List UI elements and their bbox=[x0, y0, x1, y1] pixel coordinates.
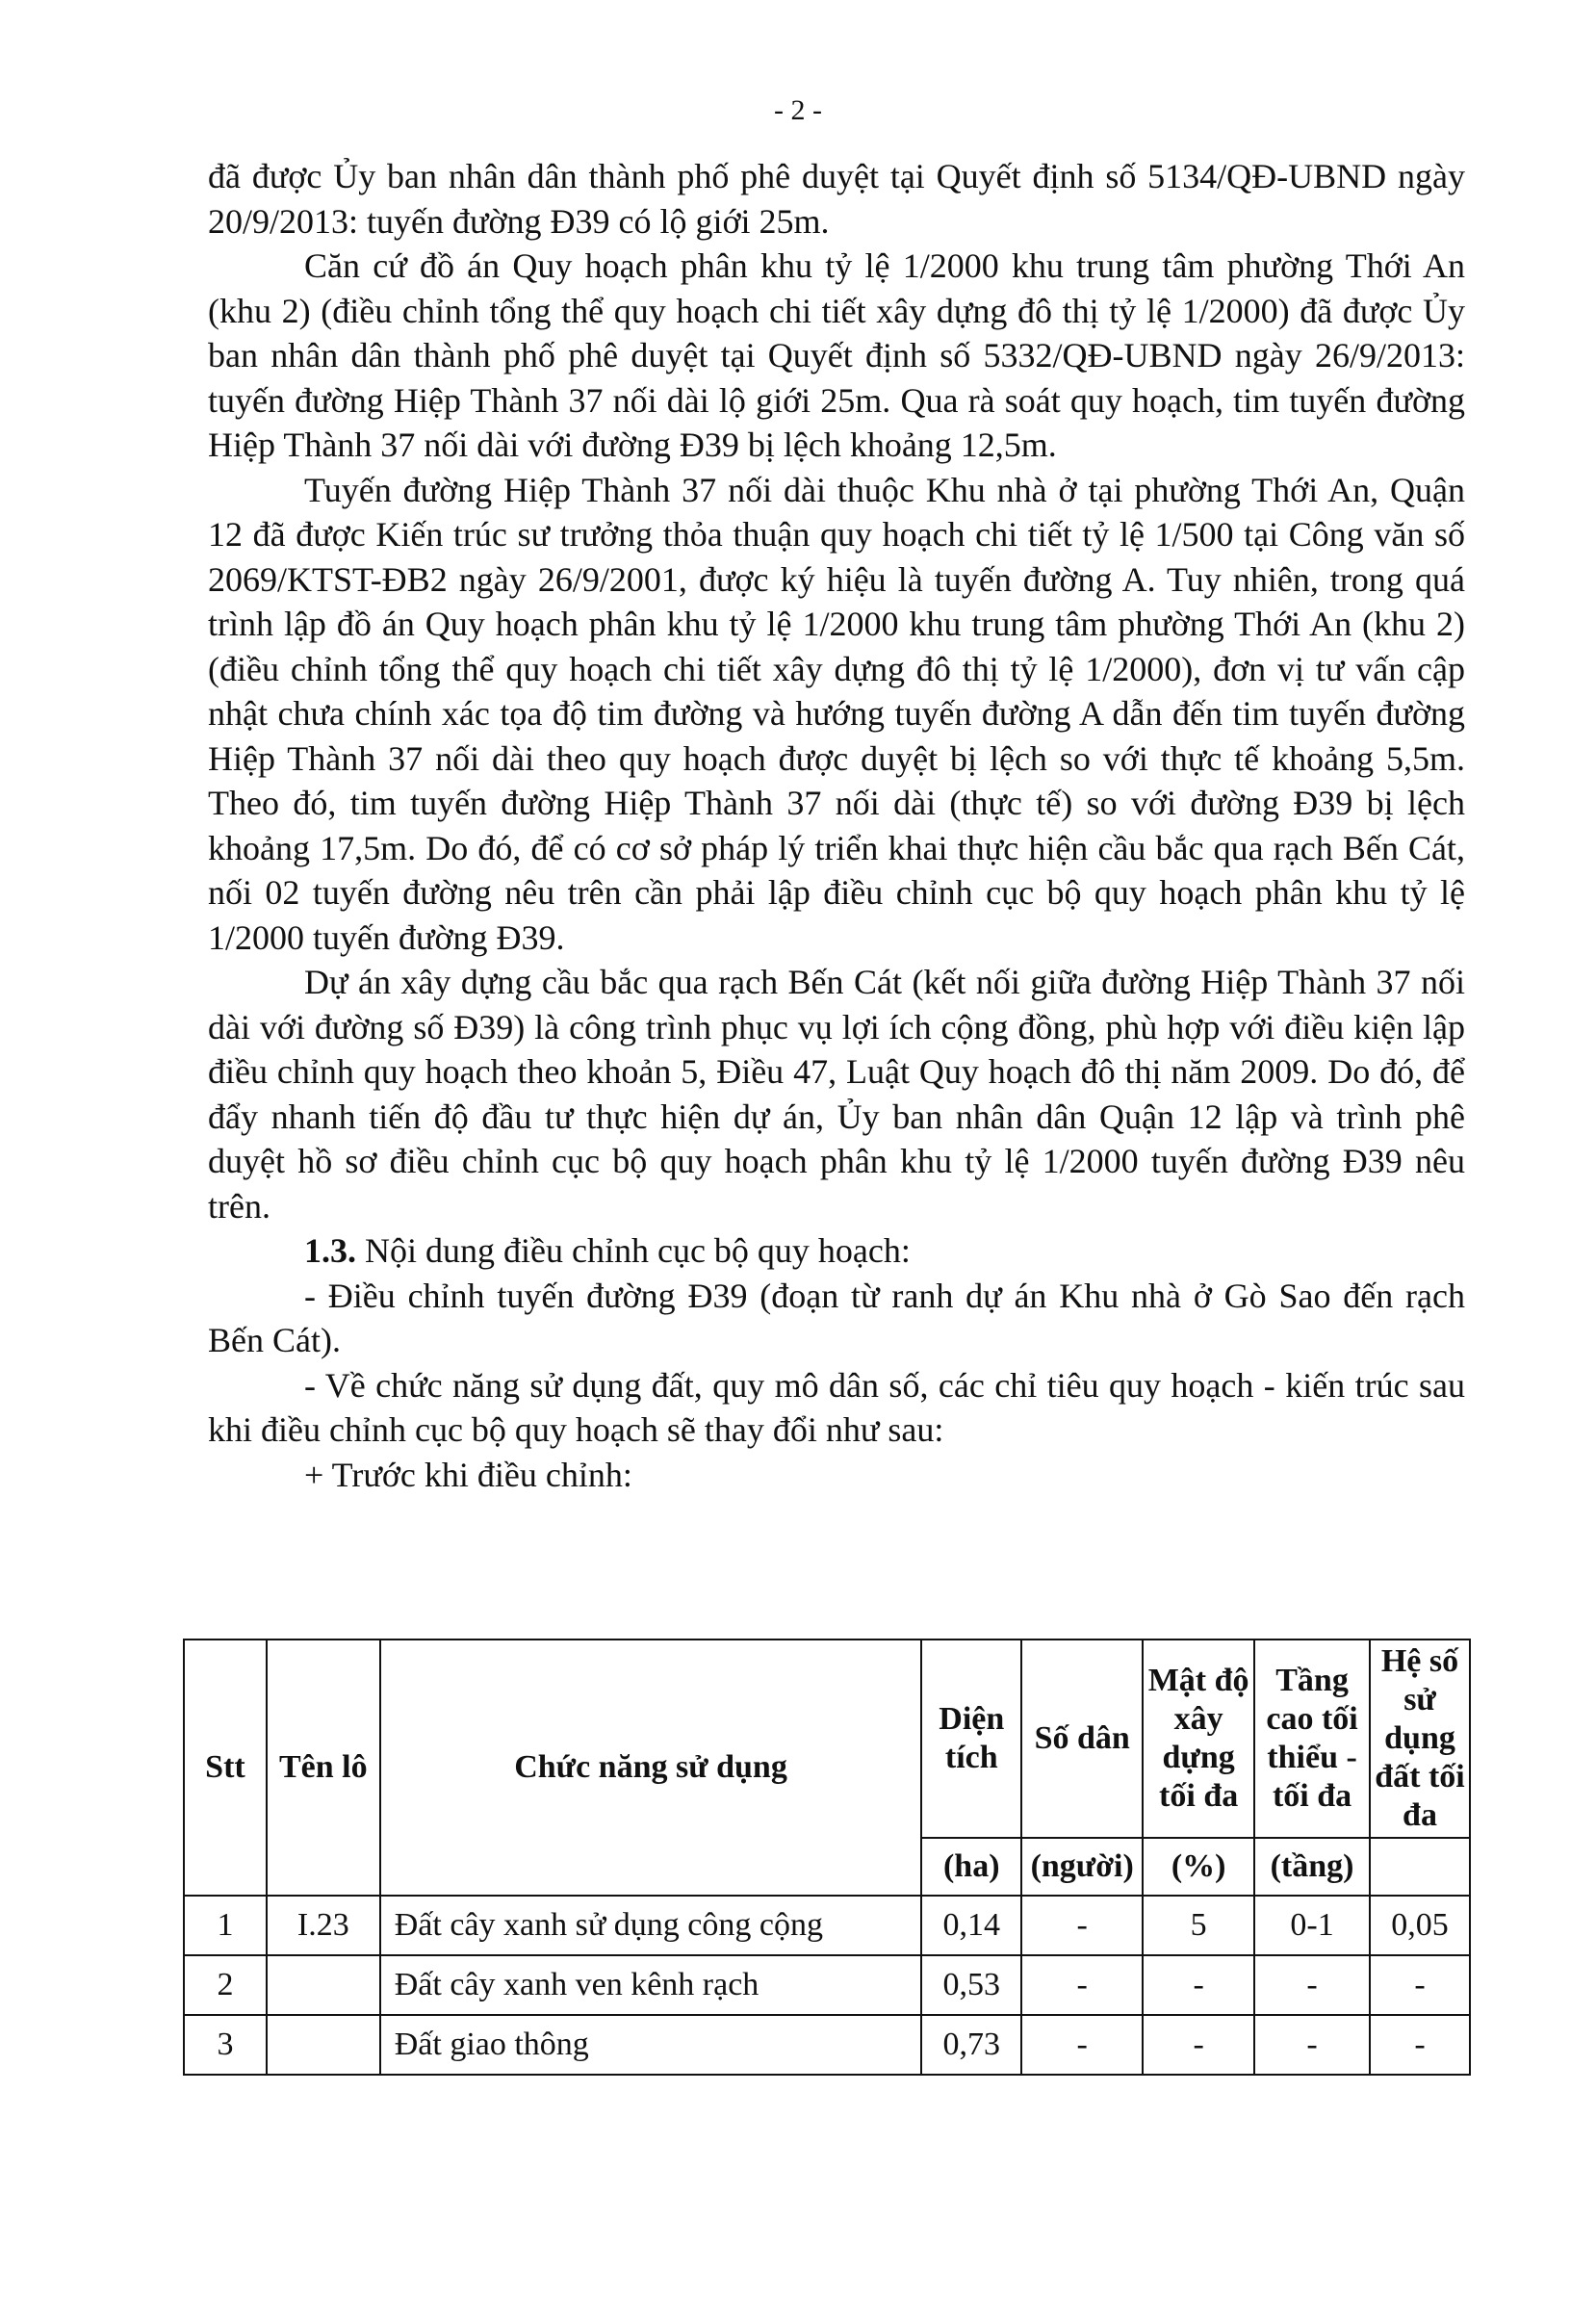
paragraph-bridge-project: Dự án xây dựng cầu bắc qua rạch Bến Cát (kết nối giữa đường Hiệp Thành 37 nối dài với đường số Đ39) là công trình phục vụ lợi ích cộng đồng, phù hợp với điều kiện lập điều chỉnh quy hoạch theo khoản 5, Điều 47, Luật Quy hoạch đô thị năm 2009. Do đó, để đẩy nhanh tiến độ đầu tư thực hiện dự án, Ủy ban nhân dân Quận 12 lập và trình phê duyệt hồ sơ điều chỉnh cục bộ quy hoạch phân khu tỷ lệ 1/2000 tuyến đường Đ39 nêu trên. bbox=[208, 963, 1465, 1226]
page-number: - 2 - bbox=[774, 94, 822, 126]
header-ten-lo: Tên lô bbox=[267, 1640, 380, 1896]
cell-dien-tich: 0,14 bbox=[921, 1896, 1021, 1955]
cell-so-dan: - bbox=[1021, 1896, 1143, 1955]
cell-ten-lo bbox=[267, 2015, 380, 2075]
unit-tang-cao: (tầng) bbox=[1254, 1838, 1370, 1896]
cell-stt: 3 bbox=[184, 2015, 267, 2075]
cell-he-so: - bbox=[1370, 2015, 1470, 2075]
paragraph-decision-5332: Căn cứ đồ án Quy hoạch phân khu tỷ lệ 1/2000 khu trung tâm phường Thới An (khu 2) (điều chỉnh tổng thể quy hoạch chi tiết xây dựng đô thị tỷ lệ 1/2000) đã được Ủy ban nhân dân thành phố phê duyệt tại Quyết định số 5332/QĐ-UBND ngày 26/9/2013: tuyến đường Hiệp Thành 37 nối dài lộ giới 25m. Qua rà soát quy hoạch, tim tuyến đường Hiệp Thành 37 nối dài với đường Đ39 bị lệch khoảng 12,5m. bbox=[208, 246, 1465, 464]
cell-chuc-nang: Đất cây xanh sử dụng công cộng bbox=[380, 1896, 922, 1955]
cell-stt: 1 bbox=[184, 1896, 267, 1955]
unit-so-dan: (người) bbox=[1021, 1838, 1143, 1896]
unit-dien-tich: (ha) bbox=[921, 1838, 1021, 1896]
document-body bbox=[208, 154, 1465, 1497]
header-dien-tich: Diện tích bbox=[921, 1640, 1021, 1838]
cell-tang-cao: 0-1 bbox=[1254, 1896, 1370, 1955]
cell-so-dan: - bbox=[1021, 2015, 1143, 2075]
cell-dien-tich: 0,73 bbox=[921, 2015, 1021, 2075]
bullet-land-use-changes: - Về chức năng sử dụng đất, quy mô dân số, các chỉ tiêu quy hoạch - kiến trúc sau khi điều chỉnh cục bộ quy hoạch sẽ thay đổi như sau: bbox=[208, 1365, 1465, 1449]
table-row bbox=[184, 1896, 1470, 1955]
cell-tang-cao: - bbox=[1254, 2015, 1370, 2075]
cell-so-dan: - bbox=[1021, 1955, 1143, 2015]
section-number: 1.3. bbox=[304, 1231, 356, 1270]
unit-he-so bbox=[1370, 1838, 1470, 1896]
header-mat-do: Mật độ xây dựng tối đa bbox=[1143, 1640, 1254, 1838]
section-heading-1-3 bbox=[208, 1228, 1465, 1274]
header-tang-cao: Tầng cao tối thiểu - tối đa bbox=[1254, 1640, 1370, 1838]
header-stt: Stt bbox=[184, 1640, 267, 1896]
paragraph-decision-5134: đã được Ủy ban nhân dân thành phố phê duyệt tại Quyết định số 5134/QĐ-UBND ngày 20/9/2013: tuyến đường Đ39 có lộ giới 25m. bbox=[208, 157, 1465, 241]
label-before-adjustment: + Trước khi điều chỉnh: bbox=[304, 1455, 632, 1494]
cell-he-so: - bbox=[1370, 1955, 1470, 2015]
paragraph-road-hiep-thanh-37: Tuyến đường Hiệp Thành 37 nối dài thuộc Khu nhà ở tại phường Thới An, Quận 12 đã được Kiến trúc sư trưởng thỏa thuận quy hoạch chi tiết tỷ lệ 1/500 tại Công văn số 2069/KTST-ĐB2 ngày 26/9/2001, được ký hiệu là tuyến đường A. Tuy nhiên, trong quá trình lập đồ án Quy hoạch phân khu tỷ lệ 1/2000 khu trung tâm phường Thới An (khu 2) (điều chỉnh tổng thể quy hoạch chi tiết xây dựng đô thị tỷ lệ 1/2000), đơn vị tư vấn cập nhật chưa chính xác tọa độ tim đường và hướng tuyến đường A dẫn đến tim tuyến đường Hiệp Thành 37 nối dài theo quy hoạch được duyệt bị lệch so với thực tế khoảng 5,5m. Theo đó, tim tuyến đường Hiệp Thành 37 nối dài (thực tế) so với đường Đ39 bị lệch khoảng 17,5m. Do đó, để có cơ sở pháp lý triển khai thực hiện cầu bắc qua rạch Bến Cát, nối 02 tuyến đường nêu trên cần phải lập điều chỉnh cục bộ quy hoạch phân khu tỷ lệ 1/2000 tuyến đường Đ39. bbox=[208, 470, 1465, 957]
cell-chuc-nang: Đất giao thông bbox=[380, 2015, 922, 2075]
table-row bbox=[184, 2015, 1470, 2075]
cell-chuc-nang: Đất cây xanh ven kênh rạch bbox=[380, 1955, 922, 2015]
header-he-so: Hệ số sử dụng đất tối đa bbox=[1370, 1640, 1470, 1838]
cell-dien-tich: 0,53 bbox=[921, 1955, 1021, 2015]
land-use-table bbox=[183, 1639, 1471, 2076]
table-row bbox=[184, 1955, 1470, 2015]
cell-tang-cao: - bbox=[1254, 1955, 1370, 2015]
cell-ten-lo: I.23 bbox=[267, 1896, 380, 1955]
cell-mat-do: - bbox=[1143, 1955, 1254, 2015]
cell-he-so: 0,05 bbox=[1370, 1896, 1470, 1955]
section-title: Nội dung điều chỉnh cục bộ quy hoạch: bbox=[356, 1231, 911, 1270]
cell-ten-lo bbox=[267, 1955, 380, 2015]
cell-mat-do: - bbox=[1143, 2015, 1254, 2075]
header-so-dan: Số dân bbox=[1021, 1640, 1143, 1838]
table-header-row bbox=[184, 1640, 1470, 1838]
header-chuc-nang: Chức năng sử dụng bbox=[380, 1640, 922, 1896]
cell-mat-do: 5 bbox=[1143, 1896, 1254, 1955]
cell-stt: 2 bbox=[184, 1955, 267, 2015]
unit-mat-do: (%) bbox=[1143, 1838, 1254, 1896]
bullet-adjust-road: - Điều chỉnh tuyến đường Đ39 (đoạn từ ranh dự án Khu nhà ở Gò Sao đến rạch Bến Cát). bbox=[208, 1276, 1465, 1359]
